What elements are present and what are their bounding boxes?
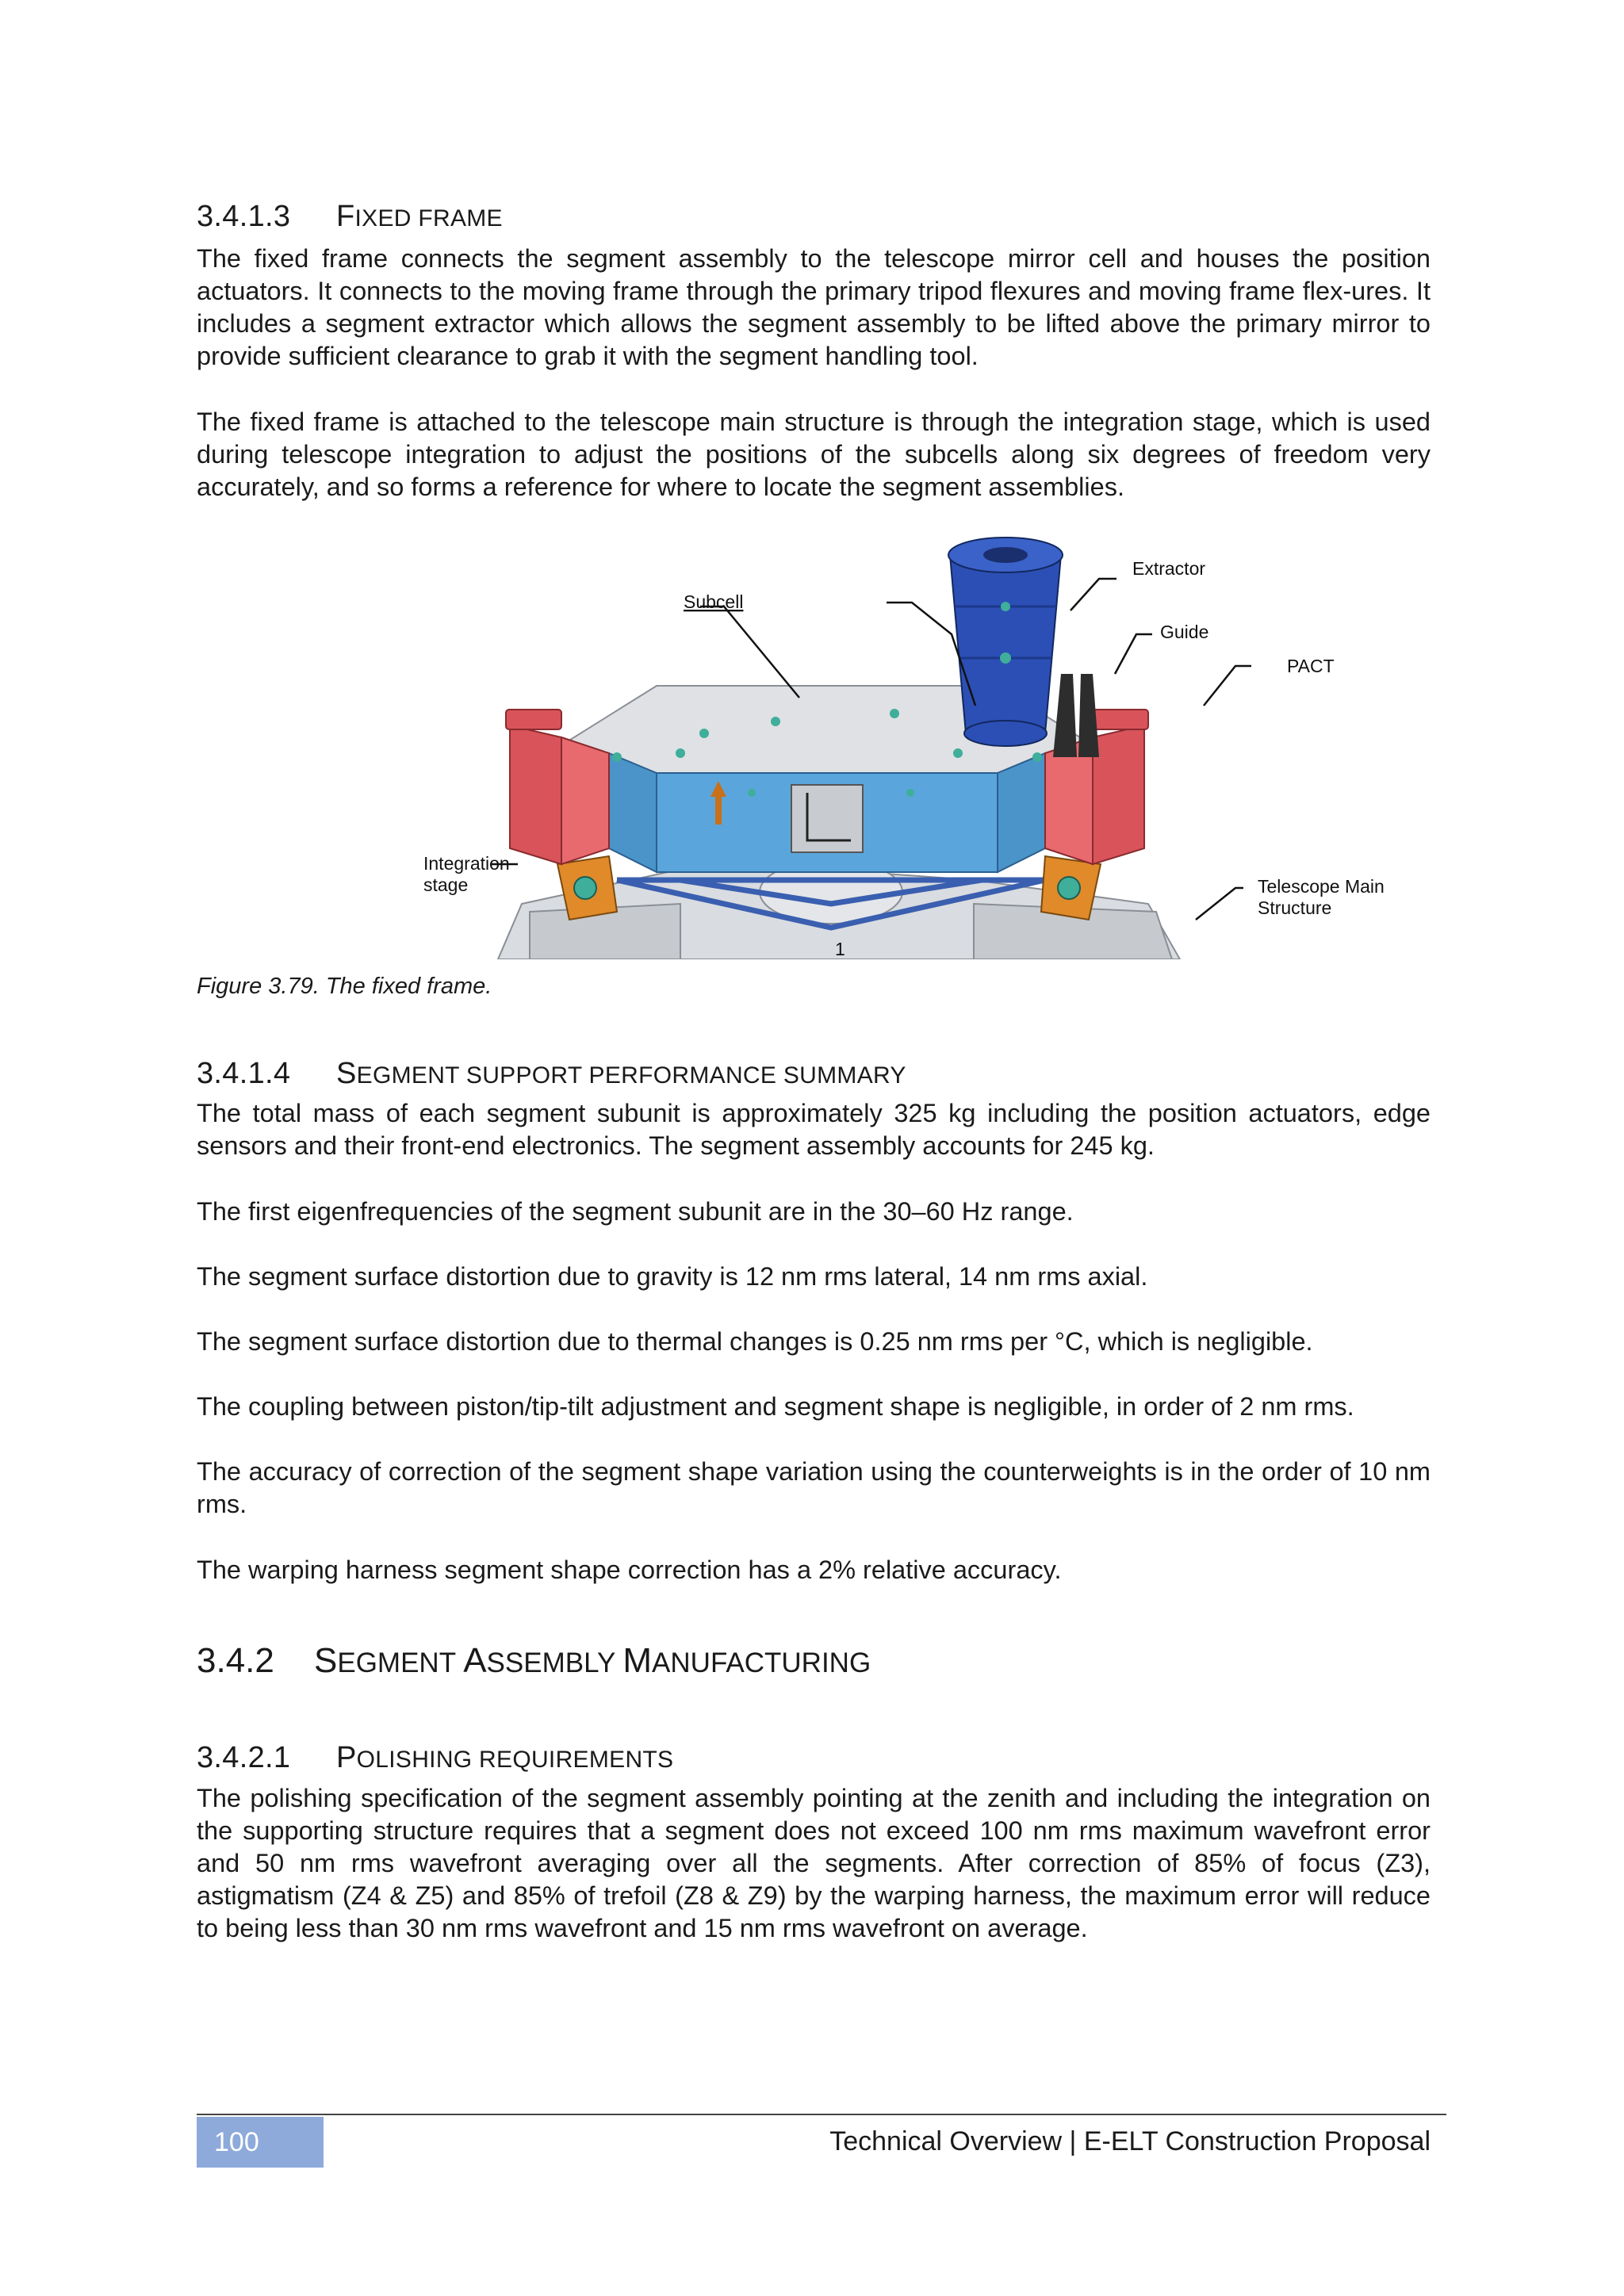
paragraph: The accuracy of correction of the segment shape variation using the counterweights is in the order of 10 nm rms. [197,1457,1431,1518]
footer-title: Technical Overview | E-ELT Construction Proposal [829,2126,1431,2156]
label-pact: PACT [1287,656,1335,676]
paragraph: The warping harness segment shape correction has a 2% relative accuracy. [197,1556,1062,1584]
paragraph: The segment surface distortion due to thermal changes is 0.25 nm rms per °C, which is negligible. [197,1327,1313,1356]
label-telescope-main-structure-line2: Structure [1258,897,1332,918]
paragraph: The coupling between piston/tip-tilt adjustment and segment shape is negligible, in order of 2 nm rms. [197,1392,1354,1421]
paragraph: The polishing specification of the segment assembly pointing at the zenith and including the integration on the supporting structure requires that a segment does not exceed 100 nm rms maximum wavefront error and 50 nm rms wavefront averaging over all the segments. After correction of 85% of focus (Z3), astigmatism (Z4 & Z5) and 85% of trefoil (Z8 & Z9) by the warping harness, the maximum error will reduce to being less than 30 nm rms wavefront and 15 nm rms wavefront on average. [197,1784,1431,1942]
fixed-frame-figure [419,531,1410,959]
label-ref-number: 1 [835,939,845,959]
paragraph: The total mass of each segment subunit is approximately 325 kg including the position actuators, edge sensors and their front-end electronics. The segment assembly accounts for 245 kg. [197,1099,1431,1160]
page-number: 100 [197,2117,324,2168]
label-integration-stage-line2: stage [423,874,469,895]
label-telescope-main-structure-line1: Telescope Main [1258,876,1385,897]
paragraph: The segment surface distortion due to gravity is 12 nm rms lateral, 14 nm rms axial. [197,1262,1148,1291]
label-guide: Guide [1160,622,1209,642]
label-integration-stage-line1: Integration [423,853,510,874]
section-heading-3-4-2: 3.4.2 SEGMENT ASSEMBLY MANUFACTURING [197,1641,871,1680]
section-heading-3-4-1-3: 3.4.1.3 FIXED FRAME [197,200,503,233]
section-heading-3-4-2-1: 3.4.2.1 POLISHING REQUIREMENTS [197,1741,674,1774]
paragraph: The fixed frame connects the segment assembly to the telescope mirror cell and houses the position actuators. It connects to the moving frame through the primary tripod flexures and moving frame flex-ures. It includes a segment extractor which allows the segment assembly to be lifted above the primary mirror to provide sufficient clearance to grab it with the segment handling tool. [197,244,1431,370]
figure-caption: Figure 3.79. The fixed frame. [197,974,492,999]
section-heading-3-4-1-4: 3.4.1.4 SEGMENT SUPPORT PERFORMANCE SUMMARY [197,1057,906,1090]
section-number: 3.4.1.3 [197,200,291,233]
footer-divider [197,2114,1446,2115]
section-number: 3.4.2 [197,1641,274,1680]
label-subcell: Subcell [684,591,744,612]
paragraph: The first eigenfrequencies of the segment subunit are in the 30–60 Hz range. [197,1197,1074,1226]
paragraph: The fixed frame is attached to the telescope main structure is through the integration stage, which is used during telescope integration to adjust the positions of the subcells along six degrees of freedom very accurately, and so forms a reference for where to locate the segment assemblies. [197,408,1431,501]
section-number: 3.4.1.4 [197,1057,291,1090]
label-extractor: Extractor [1132,558,1206,579]
section-number: 3.4.2.1 [197,1741,291,1774]
